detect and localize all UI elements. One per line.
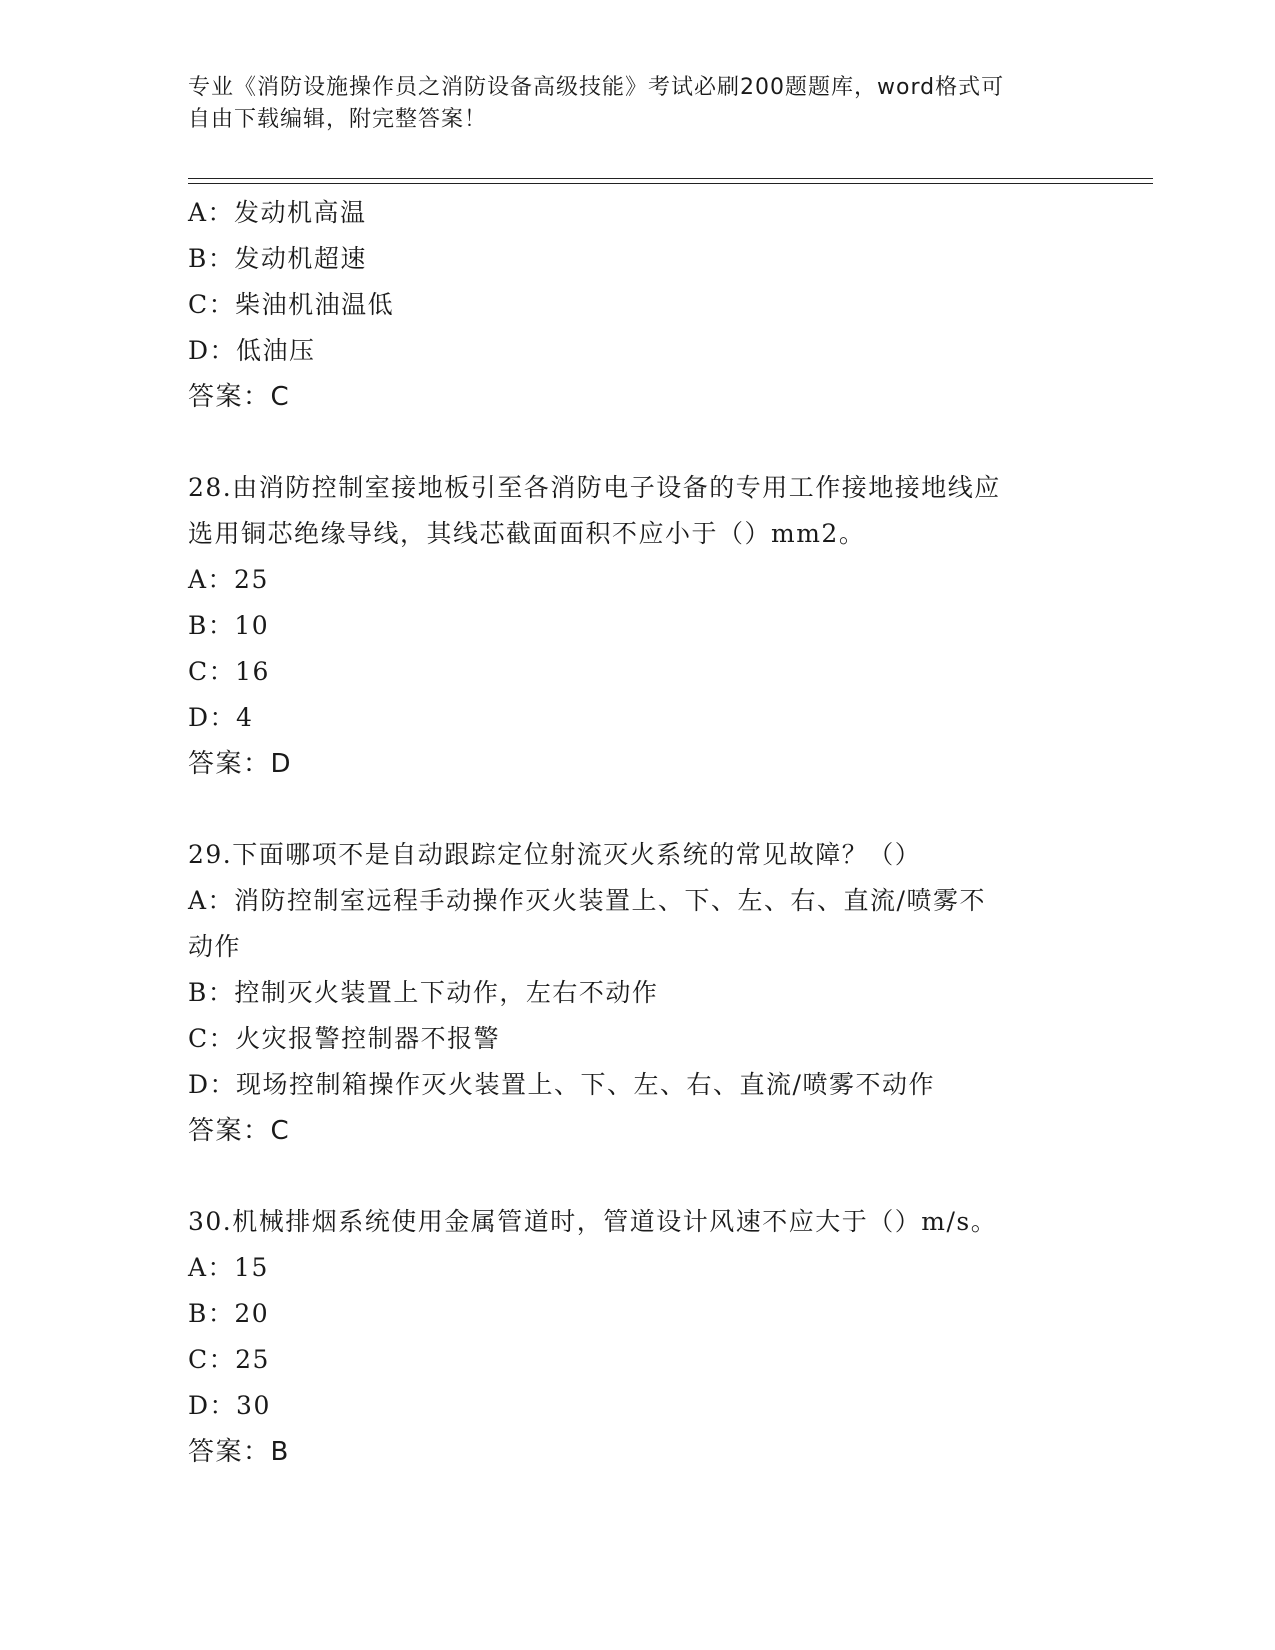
option-b: B：发动机超速 [188,244,367,273]
answer-line: 答案：B [188,1437,290,1467]
option-a: A：消防控制室远程手动操作灭火装置上、下、左、右、直流/喷雾不 [188,886,986,915]
question-spacer [188,787,1088,832]
question-stem-line: 28.由消防控制室接地板引至各消防电子设备的专用工作接地接地线应 [188,473,1001,502]
question-27-continued [188,190,1088,420]
question-29 [188,832,1088,1154]
question-stem-line: 29.下面哪项不是自动跟踪定位射流灭火系统的常见故障？（） [188,840,922,869]
option-b: B：10 [188,611,270,640]
option-a-continued: 动作 [188,932,242,961]
option-c: C：柴油机油温低 [188,290,395,319]
option-c: C：16 [188,657,270,686]
question-spacer [188,1154,1088,1199]
option-c: C：25 [188,1345,270,1374]
question-stem-line: 30.机械排烟系统使用金属管道时，管道设计风速不应大于（）m/s。 [188,1207,998,1236]
option-a: A：发动机高温 [188,198,367,227]
answer-line: 答案：C [188,382,291,412]
option-b: B：20 [188,1299,270,1328]
question-spacer [188,420,1088,465]
header-title-line-2: 自由下载编辑，附完整答案！ [188,107,488,132]
option-c: C：火灾报警控制器不报警 [188,1024,501,1053]
option-d: D：低油压 [188,336,316,365]
question-list [188,190,1088,1475]
question-stem-line: 选用铜芯绝缘导线，其线芯截面面积不应小于（）mm2。 [188,519,866,548]
option-d: D：30 [188,1391,271,1420]
option-a: A：15 [188,1253,269,1282]
header-divider-top [188,178,1153,179]
option-d: D：4 [188,703,254,732]
option-d: D：现场控制箱操作灭火装置上、下、左、右、直流/喷雾不动作 [188,1070,935,1099]
answer-line: 答案：D [188,749,293,779]
question-30 [188,1199,1088,1475]
header-title-line-1: 专业《消防设施操作员之消防设备高级技能》考试必刷200题题库，word格式可 [188,75,1005,100]
option-b: B：控制灭火装置上下动作，左右不动作 [188,978,659,1007]
answer-line: 答案：C [188,1116,291,1146]
document-header [188,72,1088,136]
option-a: A：25 [188,565,269,594]
question-28 [188,465,1088,787]
header-divider-bottom [188,183,1153,184]
